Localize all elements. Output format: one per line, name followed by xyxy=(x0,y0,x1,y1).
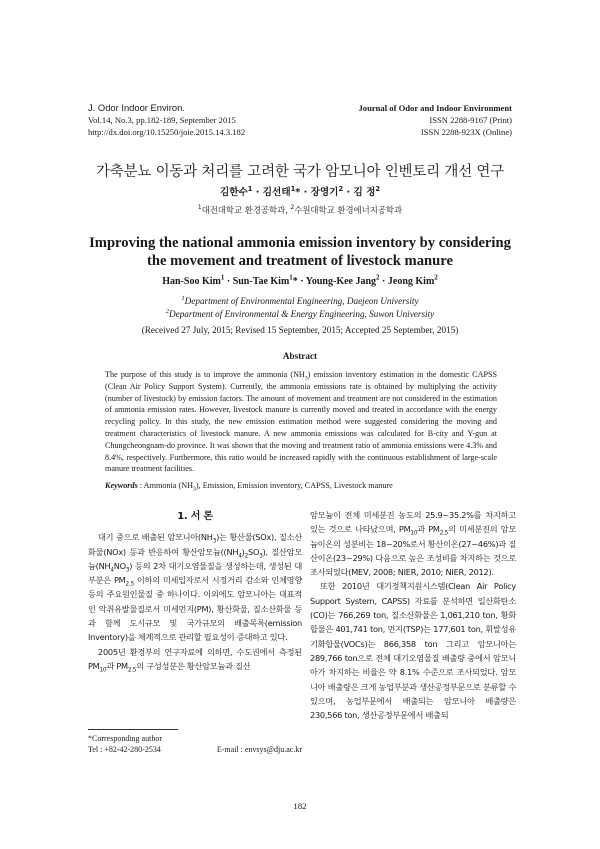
subscript: 2.5 xyxy=(127,667,137,674)
body-text: ) 등의 2차 대기오염물질을 생성하는데, 생성된 대부분은 PM xyxy=(88,560,302,586)
affil-sup: 1 xyxy=(289,273,293,282)
header-right xyxy=(358,102,512,139)
affil-sup: 1 xyxy=(220,273,225,282)
author-name: 장영기 xyxy=(310,187,339,198)
author-name: 김한수 xyxy=(219,187,248,198)
right-column xyxy=(310,508,516,722)
body-text: SO xyxy=(248,546,260,557)
authors-korean xyxy=(40,184,560,198)
affiliations-korean xyxy=(40,204,560,216)
abstract-heading: Abstract xyxy=(282,351,318,361)
affil-sup: 2 xyxy=(338,184,344,193)
header-left xyxy=(88,102,245,139)
subscript: 10 xyxy=(410,530,418,537)
affil-sup: 2 xyxy=(290,205,295,212)
affil-sup: 2 xyxy=(376,273,380,282)
subscript: 4 xyxy=(110,567,114,574)
body-paragraph xyxy=(88,530,302,644)
author-name: Jeong Kim xyxy=(387,276,435,287)
author-name: 김 정 xyxy=(353,187,376,198)
affiliation-text: Department of Environmental Engineering, Daejeon University xyxy=(184,296,419,306)
section-heading: 1. 서 론 xyxy=(177,511,213,522)
keywords-separator: : xyxy=(137,481,144,490)
affiliation-text: Department of Environmental & Energy Engineering, Suwon University xyxy=(169,308,435,319)
body-text: 2005년 환경부의 연구자료에 의하면, 수도권에서 측정된 PM xyxy=(88,646,302,671)
affil-sup: 2 xyxy=(434,273,438,282)
affil-sup: 1 xyxy=(181,294,185,302)
journal-short-name: J. Odor Indoor Environ. xyxy=(88,102,185,113)
body-paragraph xyxy=(310,508,516,579)
footnote xyxy=(88,733,302,755)
affiliation-1: 대전대학교 환경공학과, xyxy=(201,205,291,215)
body-text: )는 황산물(SOx), 질소산화물(NOx) 등과 반응하여 황산암모늄((NH xyxy=(88,532,302,557)
body-text: 대기 중으로 배출된 암모니아(NH xyxy=(98,532,213,543)
subscript: 10 xyxy=(99,667,107,674)
left-column xyxy=(88,508,302,673)
author-separator: · xyxy=(343,187,354,198)
subscript: 3 xyxy=(212,538,217,545)
abstract-paragraph xyxy=(105,369,497,475)
body-text: 의 구성성분은 황산암모늄과 질산 xyxy=(136,660,251,671)
author-name: Han-Soo Kim xyxy=(162,276,221,287)
abstract-body xyxy=(105,369,497,475)
affiliations-english xyxy=(40,295,560,320)
telephone: Tel : +82-42-280-2534 xyxy=(88,745,161,754)
journal-full-name: Journal of Odor and Indoor Environment xyxy=(358,103,512,113)
body-text: NO xyxy=(113,560,126,571)
author-separator: · xyxy=(297,276,306,287)
footnote-divider xyxy=(88,729,178,730)
body-text: 암모늄이 전체 미세분진 농도의 25.9~35.2%를 차지하고 있는 것으로 나타났으며, PM xyxy=(310,510,516,535)
body-paragraph: 또한 2010년 대기정책지원시스템(Clean Air Policy Support System, CAPSS) 자료를 분석하면 일산화탄소(CO)는 766,269 ton, 질소산화물은 1,061,210 ton, 황화합물은 401,741 ton, 먼지(TSP)는 177,601 ton, 휘발성유기화합물(VOCs)는 866,358 ton 그리고 암모니아는 289,766 ton으로 전체 대기오염물질 배출량 중에서 암모니아가 차지하는 비율은 약 8.1% 수준으로 조사되었다. 암모니아 배출량은 크게 농업부분과 생산공정부문으로 분류할 수 있으며, 농업부문에서 배출되는 암모니아 배출량은 230,566 ton, 생산공정부문에서 배출되 xyxy=(310,581,516,721)
subscript: 2.5 xyxy=(439,530,449,537)
subscript: 3 xyxy=(259,553,263,560)
body-paragraph xyxy=(88,645,302,674)
corresponding-mark: * xyxy=(295,187,301,198)
volume-info: Vol.14, No.3, pp.182-189, September 2015 xyxy=(88,115,236,126)
subscript: 4 xyxy=(238,553,242,560)
title-english-line: the movement and treatment of livestock manure xyxy=(147,253,453,269)
author-name: Young-Kee Jang xyxy=(305,276,377,287)
affiliation-2: 수원대학교 환경에너지공학과 xyxy=(294,205,403,215)
email[interactable]: E-mail : envsys@dju.ac.kr xyxy=(216,745,302,754)
page-number: 182 xyxy=(293,801,307,811)
affiliation-2 xyxy=(40,308,560,321)
affil-sup: 2 xyxy=(375,184,381,193)
title-english-line: Improving the national ammonia emission inventory by considering xyxy=(89,235,511,251)
author-separator: · xyxy=(252,187,263,198)
contact-row xyxy=(88,744,302,755)
affil-sup: 1 xyxy=(197,205,202,212)
body-text: ), 질산암모늄(NH xyxy=(88,546,302,571)
issn-print: ISSN 2288-9167 (Print) xyxy=(429,115,512,126)
keywords-text: Ammonia (NH xyxy=(143,481,194,490)
title-korean: 가축분뇨 이동과 처리를 고려한 국가 암모니아 인벤토리 개선 연구 xyxy=(95,164,505,180)
keywords-label: Keywords xyxy=(105,481,138,490)
authors-english xyxy=(40,273,560,287)
keywords xyxy=(105,480,497,492)
body-text: 과 PM xyxy=(106,660,128,671)
affiliation-1 xyxy=(40,295,560,308)
author-separator: · xyxy=(379,276,388,287)
affil-sup: 1 xyxy=(247,184,253,193)
subscript: 3 xyxy=(125,567,130,574)
subscript: 2 xyxy=(244,553,249,560)
body-text: 의 미세분진의 암모늄이온의 성분비는 18~20%로서 황산이온(27~46%)과 질산이온(23~29%) 다음으로 높은 조성비를 차지하는 것으로 조사되었다(MEV, 2008; NIER, 2010; NIER, 2012). xyxy=(310,524,516,578)
body-text: 과 PM xyxy=(417,524,440,535)
author-name: Sun-Tae Kim xyxy=(232,276,290,287)
issn-online: ISSN 2288-923X (Online) xyxy=(420,127,512,138)
body-text: 이하의 미세입자로서 시정거리 감소와 인체영향 등의 주요원인물질 중 하나이다. 이외에도 암모니아는 대표적인 악취유발물질로서 미세먼지(PM), 황산화물, 질소산화물 등과 함께 도시규모 및 국가규모의 배출목록(emission Inventory)을 체계적으로 관리할 필요성이 증대하고 있다. xyxy=(88,575,302,643)
corresponding-mark: * xyxy=(292,276,298,287)
title-english xyxy=(60,234,540,270)
subscript: 3 xyxy=(193,486,196,493)
author-name: 김선태 xyxy=(262,187,291,198)
abstract-text: The purpose of this study is to improve the ammonia (NH xyxy=(105,370,305,379)
subscript: 3 xyxy=(304,375,308,382)
abstract-text: ) emission inventory estimation in the domestic CAPSS (Clean Air Policy Support System). Currently, the ammonia emissions rate is obtained by multiplying the activity (number of livestock) by emission factors. The amount of movement and treatment are not considered in the estimation of ammonia emission rates. However, livestock manure is currently moved and treated in accordance with the energy recycling policy. In this study, the new emission estimation method were suggested considering the moving and treatment characteristics of livestock manure. A new ammonia emissions was calculated for B-city and Y-gun at Chungcheongnam-do province. It was shown that the moving and treatment ratio of ammonia emissions were 4.3% and 8.4%, respectively. Furthermore, this ratio would be increased rapidly with the continuous establishment of large-scale manure treatment facilities. xyxy=(105,370,498,474)
corresponding-author: *Corresponding author xyxy=(88,734,162,743)
author-separator: · xyxy=(300,187,311,198)
body-text: ) xyxy=(241,546,245,557)
received-dates: (Received 27 July, 2015; Revised 15 September, 2015; Accepted 25 September, 2015) xyxy=(141,325,459,335)
affil-sup: 1 xyxy=(290,184,296,193)
affil-sup: 2 xyxy=(165,307,169,315)
author-separator: · xyxy=(224,276,233,287)
doi-link[interactable]: http://dx.doi.org/10.15250/joie.2015.14.3.182 xyxy=(88,127,246,138)
keywords-text: ), Emission, Emission inventory, CAPSS, Livestock manure xyxy=(195,481,393,490)
subscript: 2.5 xyxy=(125,581,134,588)
